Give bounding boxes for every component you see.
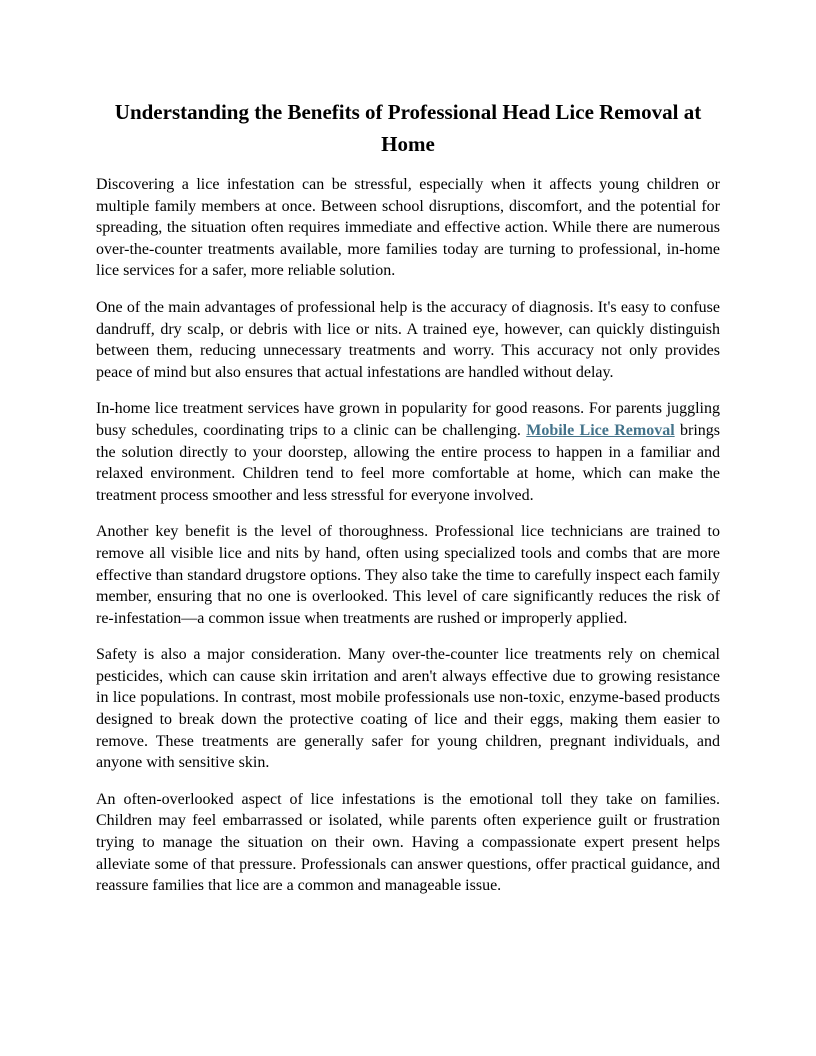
paragraph-thoroughness: Another key benefit is the level of thoroughness. Professional lice technicians are trained to remove all visible lice and nits by hand, often using specialized tools and combs that are more effective than standard drugstore options. They also take the time to carefully inspect each family member, ensuring that no one is overlooked. This level of care significantly reduces the risk of re-infestation—a common issue when treatments are rushed or improperly applied.: [96, 523, 720, 627]
paragraph-in-home-services: [96, 398, 720, 506]
paragraph-diagnosis-accuracy: One of the main advantages of professional help is the accuracy of diagnosis. It's easy to confuse dandruff, dry scalp, or debris with lice or nits. A trained eye, however, can quickly distinguish between them, reducing unnecessary treatments and worry. This accuracy not only provides peace of mind but also ensures that actual infestations are handled without delay.: [96, 298, 720, 381]
paragraph-safety: Safety is also a major consideration. Many over-the-counter lice treatments rely on chemical pesticides, which can cause skin irritation and aren't always effective due to growing resistance in lice populations. In contrast, most mobile professionals use non-toxic, enzyme-based products designed to break down the protective coating of lice and their eggs, making them easier to remove. These treatments are generally safer for young children, pregnant individuals, and anyone with sensitive skin.: [96, 646, 720, 772]
paragraph-text-after-link: brings the solution directly to your doorstep, allowing the entire process to happen in a familiar and relaxed environment. Children tend to feel more comfortable at home, which can make the treatment process smoother and less stressful for everyone involved.: [96, 421, 720, 504]
paragraph-emotional-toll: An often-overlooked aspect of lice infestations is the emotional toll they take on families. Children may feel embarrassed or isolated, while parents often experience guilt or frustration trying to manage the situation on their own. Having a compassionate expert present helps alleviate some of that pressure. Professionals can answer questions, offer practical guidance, and reassure families that lice are a common and manageable issue.: [96, 790, 720, 895]
paragraph-intro: Discovering a lice infestation can be stressful, especially when it affects young children or multiple family members at once. Between school disruptions, discomfort, and the potential for spreading, the situation often requires immediate and effective action. While there are numerous over-the-counter treatments available, more families today are turning to professional, in-home lice services for a safer, more reliable solution.: [96, 176, 720, 280]
document-title: Understanding the Benefits of Professional Head Lice Removal at Home: [114, 100, 702, 156]
paragraph-text-before-link: In-home lice treatment services have grown in popularity for good reasons. For parents juggling busy schedules, coordinating trips to a clinic can be challenging.: [96, 400, 720, 439]
mobile-lice-removal-link[interactable]: Mobile Lice Removal: [526, 421, 675, 439]
